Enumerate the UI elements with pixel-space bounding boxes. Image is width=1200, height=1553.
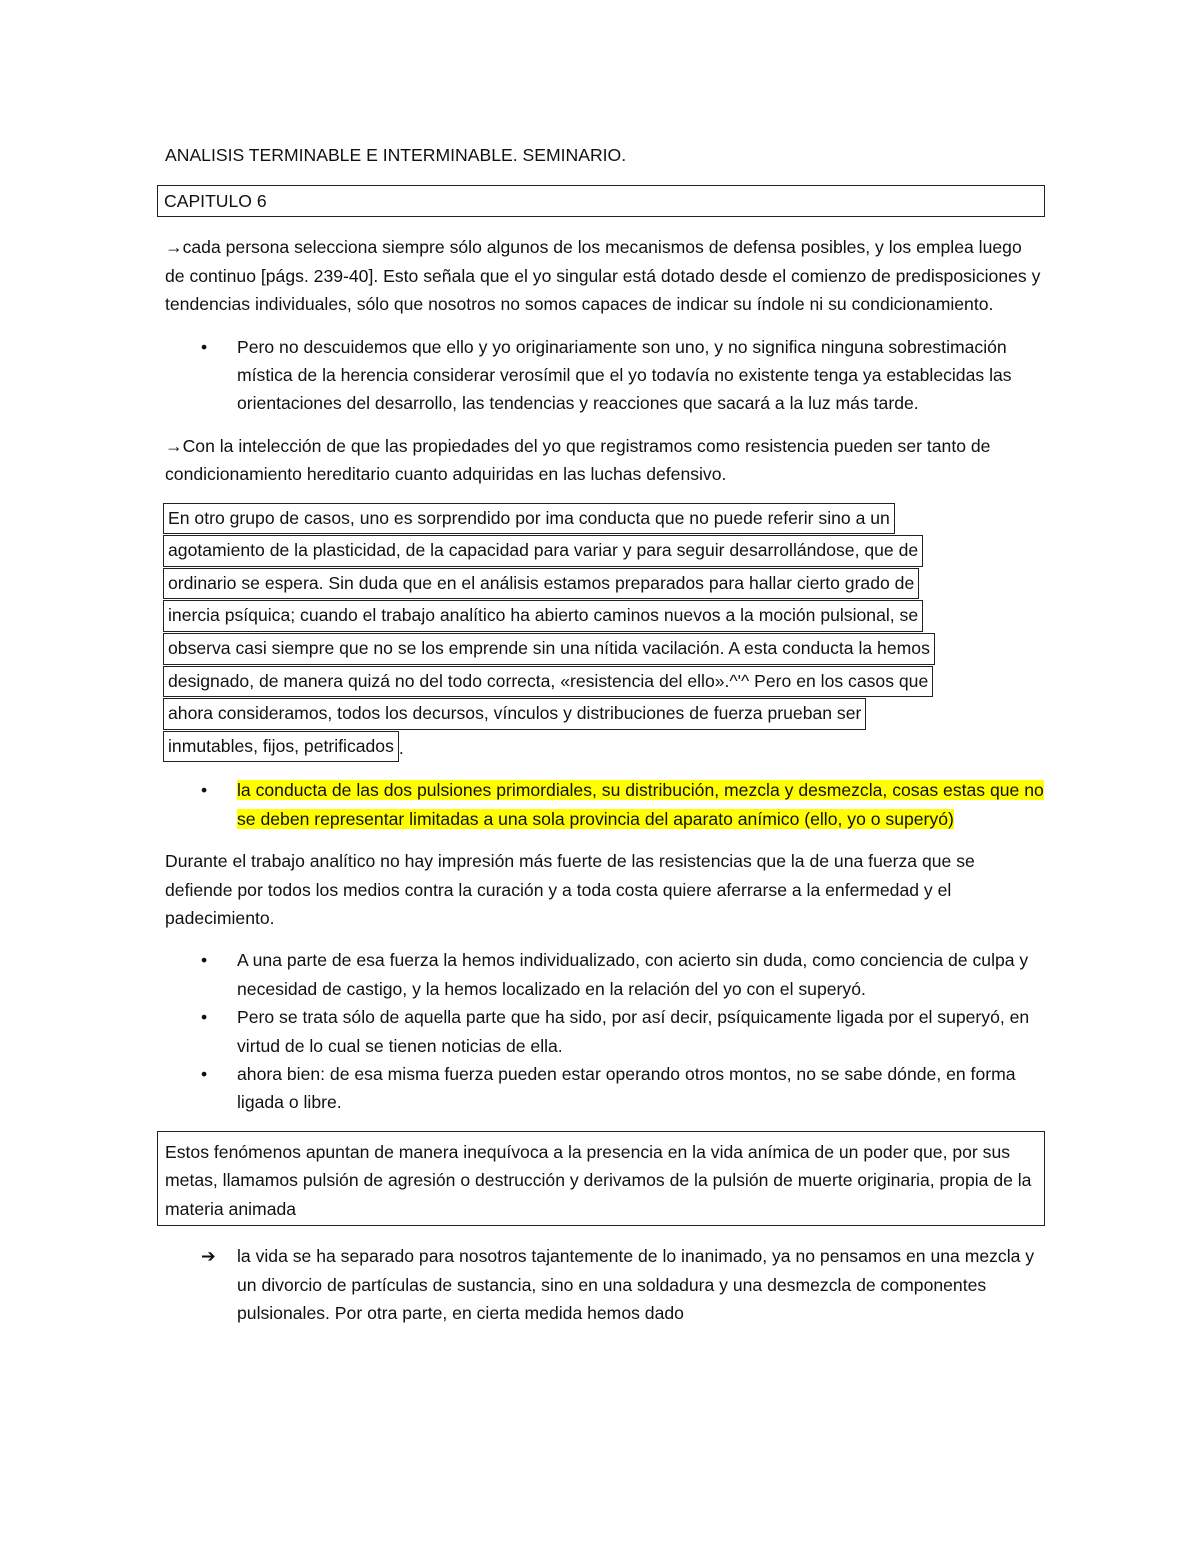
arrow-item-text: la vida se ha separado para nosotros tajantemente de lo inanimado, ya no pensamos en una mezcla y un divorcio de partículas de sustancia, sino en una soldadura y una desmezcla de componentes pulsionales. Por otra parte, en cierta medida hemos dado <box>237 1246 1035 1323</box>
boxed-line: agotamiento de la plasticidad, de la capacidad para variar y para seguir desarrollándose, que de <box>163 535 923 567</box>
boxed-line: inercia psíquica; cuando el trabajo analítico ha abierto caminos nuevos a la moción pulsional, se <box>163 600 923 632</box>
bullet-text: A una parte de esa fuerza la hemos individualizado, con acierto sin duda, como conciencia de culpa y necesidad de castigo, y la hemos localizado en la relación del yo con el superyó. <box>237 950 1029 999</box>
document-title: ANALISIS TERMINABLE E INTERMINABLE. SEMINARIO. <box>165 145 627 165</box>
chapter-heading: CAPITULO 6 <box>164 191 267 212</box>
list-item <box>165 1003 1045 1060</box>
bullet-text: ahora bien: de esa misma fuerza pueden estar operando otros montos, no se sabe dónde, en forma ligada o libre. <box>237 1064 1016 1113</box>
list-item <box>165 776 1045 833</box>
chapter-heading-box <box>157 185 1045 217</box>
boxed-trailing-period: . <box>398 738 404 758</box>
boxed-line: ordinario se espera. Sin duda que en el análisis estamos preparados para hallar cierto grado de <box>163 568 919 600</box>
bullet-icon: • <box>201 1007 208 1028</box>
bullet-icon: • <box>201 780 208 801</box>
bullet-list-2 <box>165 946 1045 1116</box>
list-item <box>165 1060 1045 1117</box>
bullet-icon: • <box>201 336 208 357</box>
bullet-icon: • <box>201 950 208 971</box>
paragraph-3: Durante el trabajo analítico no hay impresión más fuerte de las resistencias que la de una fuerza que se defiende por todos los medios contra la curación y a toda costa quiere aferrarse a la enfermedad y el padecimiento. <box>165 851 975 929</box>
arrow-right-icon: ➔ <box>201 1246 216 1267</box>
highlighted-text: la conducta de las dos pulsiones primordiales, su distribución, mezcla y desmezcla, cosas estas que no se deben representar limitadas a una sola provincia del aparato anímico (ello, yo o superyó) <box>237 780 1044 829</box>
arrow-list-item <box>165 1242 1045 1327</box>
quote-box <box>157 1131 1045 1226</box>
boxed-line: designado, de manera quizá no del todo correcta, «resistencia del ello».^'^ Pero en los casos que <box>163 666 933 698</box>
bullet-list-1 <box>165 333 1045 418</box>
list-item <box>165 946 1045 1003</box>
quote-text: Estos fenómenos apuntan de manera inequívoca a la presencia en la vida anímica de un poder que, por sus metas, llamamos pulsión de agresión o destrucción y derivamos de la pulsión de muerte originaria, propia de la materia animada <box>165 1141 1032 1219</box>
bullet-text: Pero no descuidemos que ello y yo originariamente son uno, y no significa ninguna sobrestimación mística de la herencia considerar verosímil que el yo todavía no existente tenga ya establecidas las orientaciones del desarrollo, las tendencias y reacciones que sacará a la luz más tarde. <box>237 336 1012 414</box>
bullet-icon: • <box>201 1064 208 1085</box>
paragraph-2: →Con la intelección de que las propiedades del yo que registramos como resistencia pueden ser tanto de condicionamiento hereditario cuanto adquiridas en las luchas defensivo. <box>165 435 991 485</box>
bullet-list-highlight <box>165 776 1045 833</box>
boxed-last-line-row <box>163 730 1045 763</box>
paragraph-1: →cada persona selecciona siempre sólo algunos de los mecanismos de defensa posibles, y los emplea luego de continuo [págs. 239-40]. Esto señala que el yo singular está dotado desde el comienzo de predisposiciones y tendencias individuales, sólo que nosotros no somos capaces de indicar su índole ni su condicionamiento. <box>165 237 1041 315</box>
document-body <box>165 141 1045 1327</box>
boxed-line: inmutables, fijos, petrificados <box>163 731 399 763</box>
list-item <box>165 333 1045 418</box>
boxed-line: observa casi siempre que no se los emprende sin una nítida vacilación. A esta conducta la hemos <box>163 633 935 665</box>
boxed-line: En otro grupo de casos, uno es sorprendido por ima conducta que no puede referir sino a un <box>163 503 895 535</box>
bullet-text: Pero se trata sólo de aquella parte que ha sido, por así decir, psíquicamente ligada por el superyó, en virtud de lo cual se tienen noticias de ella. <box>237 1007 1030 1056</box>
boxed-line: ahora consideramos, todos los decursos, vínculos y distribuciones de fuerza prueban ser <box>163 698 866 730</box>
boxed-passage <box>163 503 1045 763</box>
